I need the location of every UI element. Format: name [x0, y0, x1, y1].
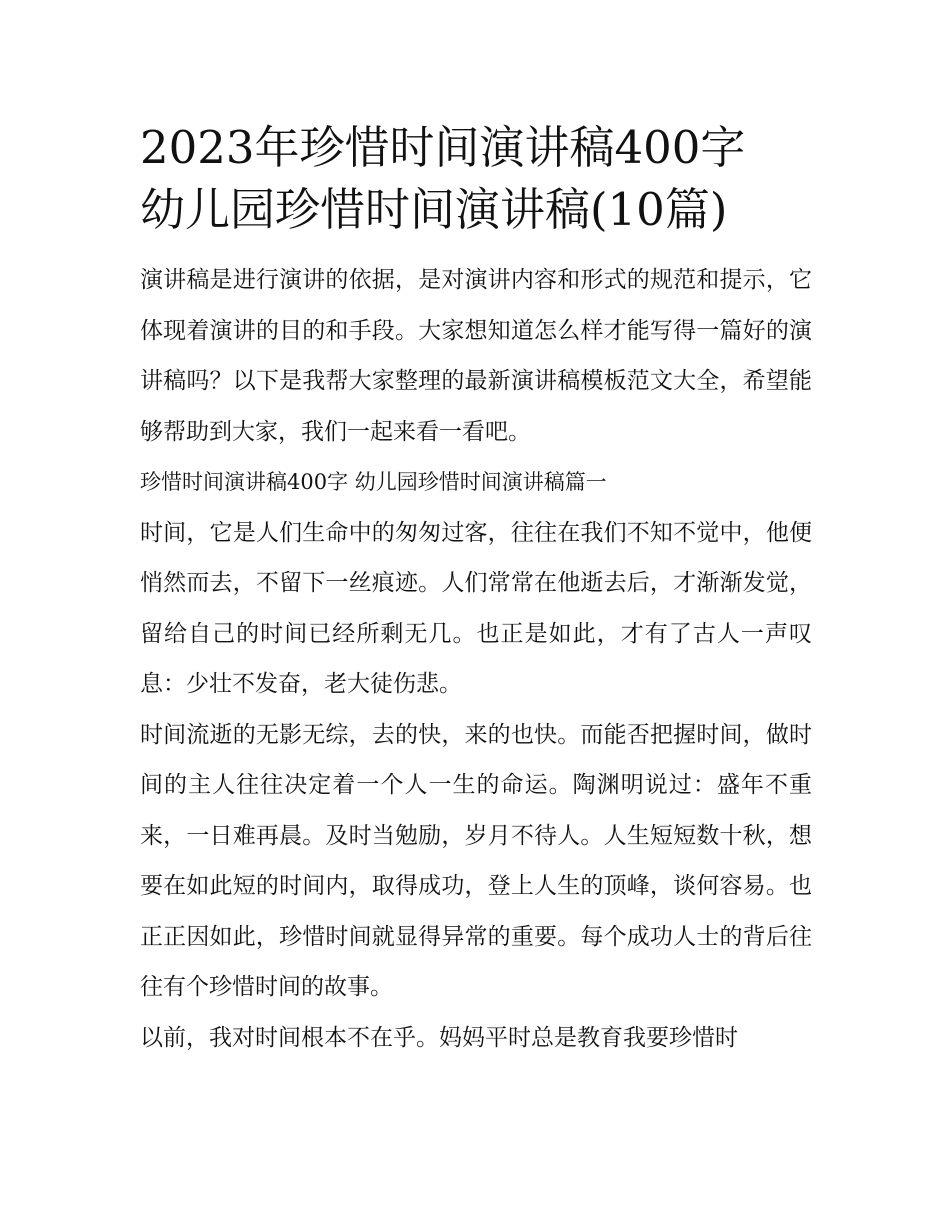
body-paragraph-3: 以前，我对时间根本不在乎。妈妈平时总是教育我要珍惜时 [140, 1024, 738, 1051]
document-title [140, 117, 812, 241]
body-paragraph-2: 时间流逝的无影无综，去的快，来的也快。而能否把握时间，做时间的主人往往决定着一个人一生的命运。陶渊明说过：盛年不重来，一日难再晨。及时当勉励，岁月不待人。人生短短数十秋，想要在如此短的时间内，取得成功，登上人生的顶峰，谈何容易。也正正因如此，珍惜时间就显得异常的重要。每个成功人士的背后往往有个珍惜时间的故事。 [140, 721, 812, 1000]
title-line-2: 幼儿园珍惜时间演讲稿(10篇) [140, 183, 728, 236]
intro-paragraph: 演讲稿是进行演讲的依据，是对演讲内容和形式的规范和提示，它体现着演讲的目的和手段。大家想知道怎么样才能写得一篇好的演讲稿吗？以下是我帮大家整理的最新演讲稿模板范文大全，希望能够帮助到大家，我们一起来看一看吧。 [140, 267, 812, 445]
title-line-1: 2023年珍惜时间演讲稿400字 [140, 121, 746, 174]
body-paragraph-1: 时间，它是人们生命中的匆匆过客，往往在我们不知不觉中，他便悄然而去，不留下一丝痕迹。人们常常在他逝去后，才渐渐发觉，留给自己的时间已经所剩无几。也正是如此，才有了古人一声叹息：少壮不发奋，老大徒伤悲。 [140, 519, 812, 697]
document-content [140, 117, 812, 1063]
section-heading: 珍惜时间演讲稿400字 幼儿园珍惜时间演讲稿篇一 [140, 470, 607, 494]
